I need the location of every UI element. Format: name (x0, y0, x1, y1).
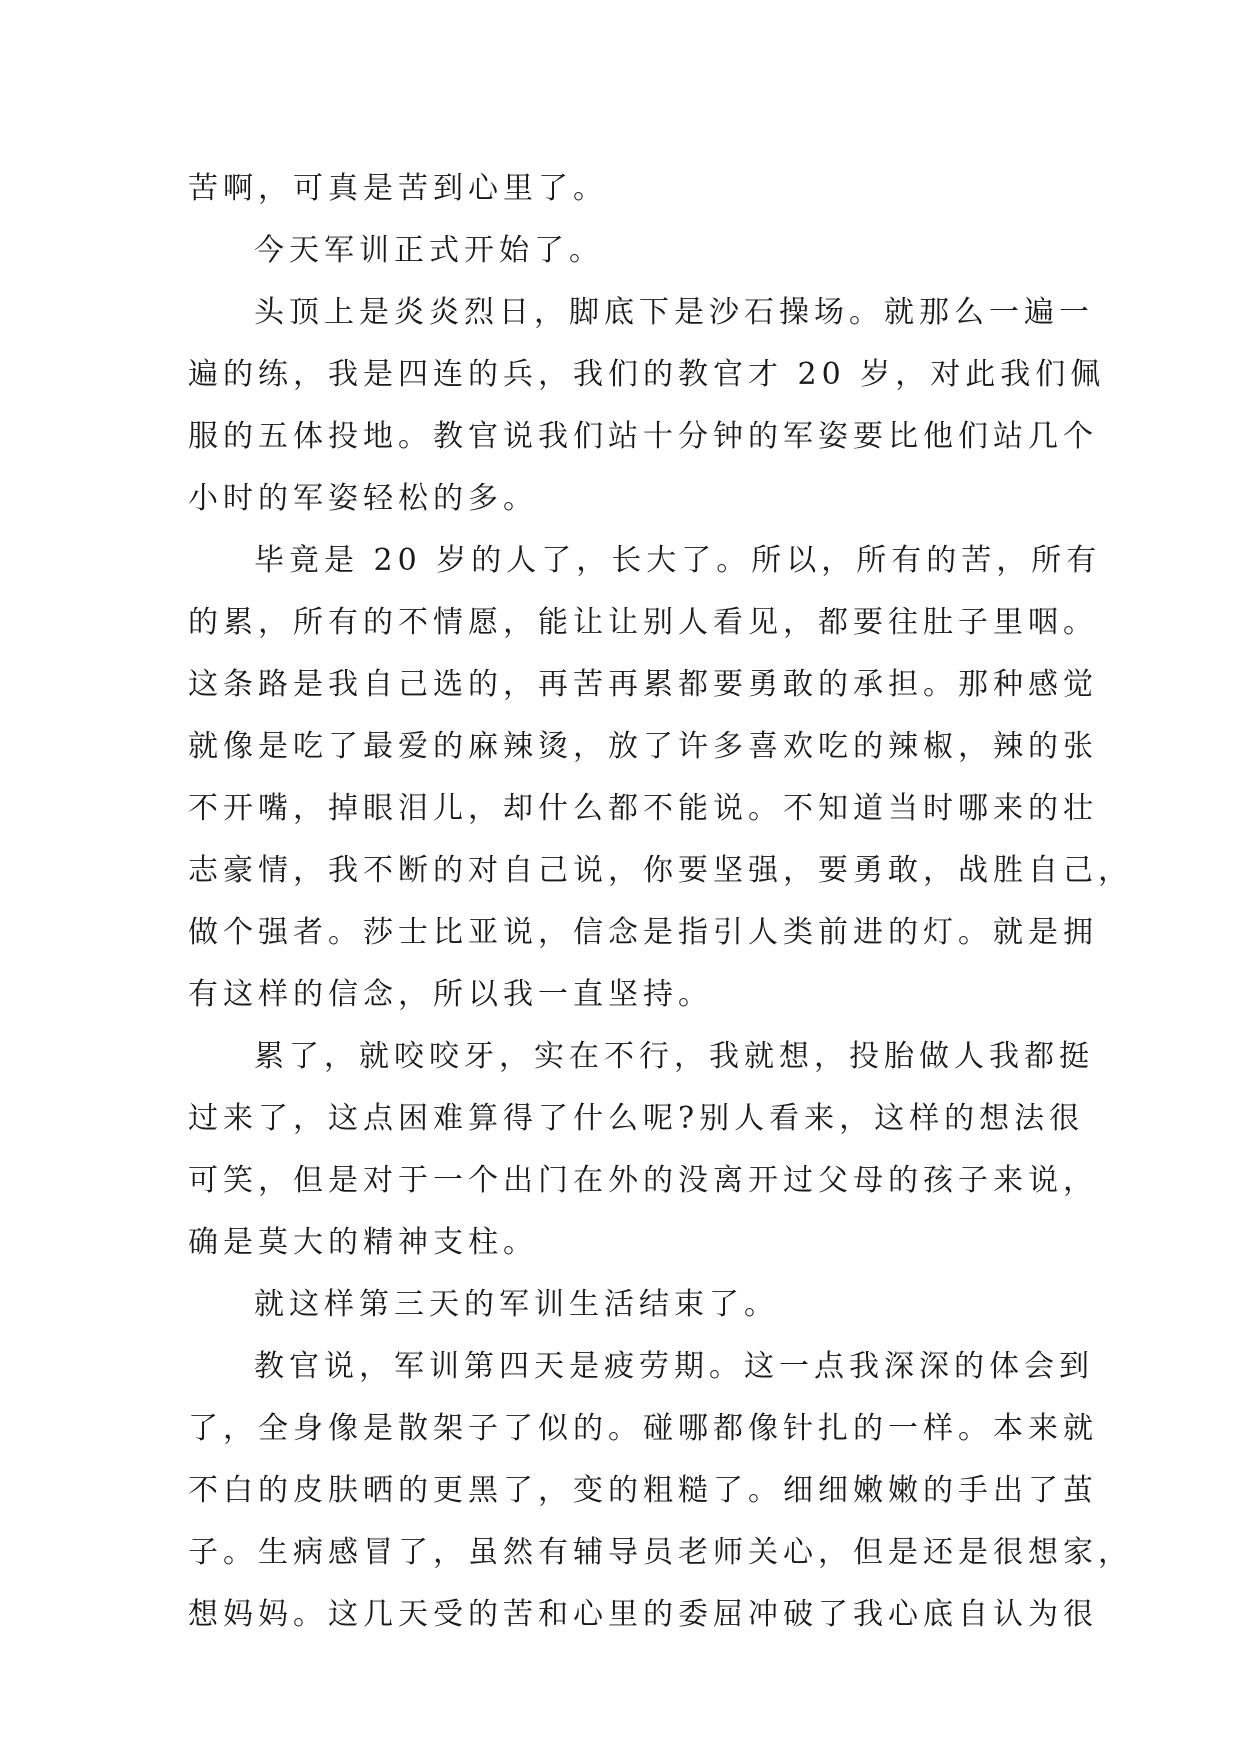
text-line: 过来了，这点困难算得了什么呢?别人看来，这样的想法很 (188, 1101, 1085, 1136)
text-line: 苦啊，可真是苦到心里了。 (188, 171, 608, 206)
text-line: 就像是吃了最爱的麻辣烫，放了许多喜欢吃的辣椒，辣的张 (188, 729, 1098, 764)
text-line: 遍的练，我是四连的兵，我们的教官才 20 岁，对此我们佩 (188, 357, 1106, 392)
text-line: 这条路是我自己选的，再苦再累都要勇敢的承担。那种感觉 (188, 667, 1098, 702)
text-line: 就这样第三天的军训生活结束了。 (254, 1287, 779, 1322)
text-line: 教官说，军训第四天是疲劳期。这一点我深深的体会到 (254, 1349, 1094, 1384)
text-line: 头顶上是炎炎烈日，脚底下是沙石操场。就那么一遍一 (254, 295, 1094, 330)
text-line: 小时的军姿轻松的多。 (188, 481, 538, 516)
text-line: 可笑，但是对于一个出门在外的没离开过父母的孩子来说， (188, 1163, 1098, 1198)
text-line: 了，全身像是散架子了似的。碰哪都像针扎的一样。本来就 (188, 1411, 1098, 1446)
text-line: 不开嘴，掉眼泪儿，却什么都不能说。不知道当时哪来的壮 (188, 791, 1098, 826)
text-line: 子。生病感冒了，虽然有辅导员老师关心，但是还是很想家， (188, 1535, 1133, 1570)
text-line: 累了，就咬咬牙，实在不行，我就想，投胎做人我都挺 (254, 1039, 1094, 1074)
text-line: 服的五体投地。教官说我们站十分钟的军姿要比他们站几个 (188, 419, 1098, 454)
text-line: 的累，所有的不情愿，能让让别人看见，都要往肚子里咽。 (188, 605, 1098, 640)
text-line: 毕竟是 20 岁的人了，长大了。所以，所有的苦，所有 (254, 543, 1102, 578)
text-line: 今天军训正式开始了。 (254, 233, 604, 268)
text-line: 有这样的信念，所以我一直坚持。 (188, 977, 713, 1012)
text-line: 志豪情，我不断的对自己说，你要坚强，要勇敢，战胜自己， (188, 853, 1133, 888)
text-line: 做个强者。莎士比亚说，信念是指引人类前进的灯。就是拥 (188, 915, 1098, 950)
document-body (188, 158, 1133, 1646)
text-line: 想妈妈。这几天受的苦和心里的委屈冲破了我心底自认为很 (188, 1597, 1098, 1632)
text-line: 不白的皮肤晒的更黑了，变的粗糙了。细细嫩嫩的手出了茧 (188, 1473, 1098, 1508)
text-line: 确是莫大的精神支柱。 (188, 1225, 538, 1260)
